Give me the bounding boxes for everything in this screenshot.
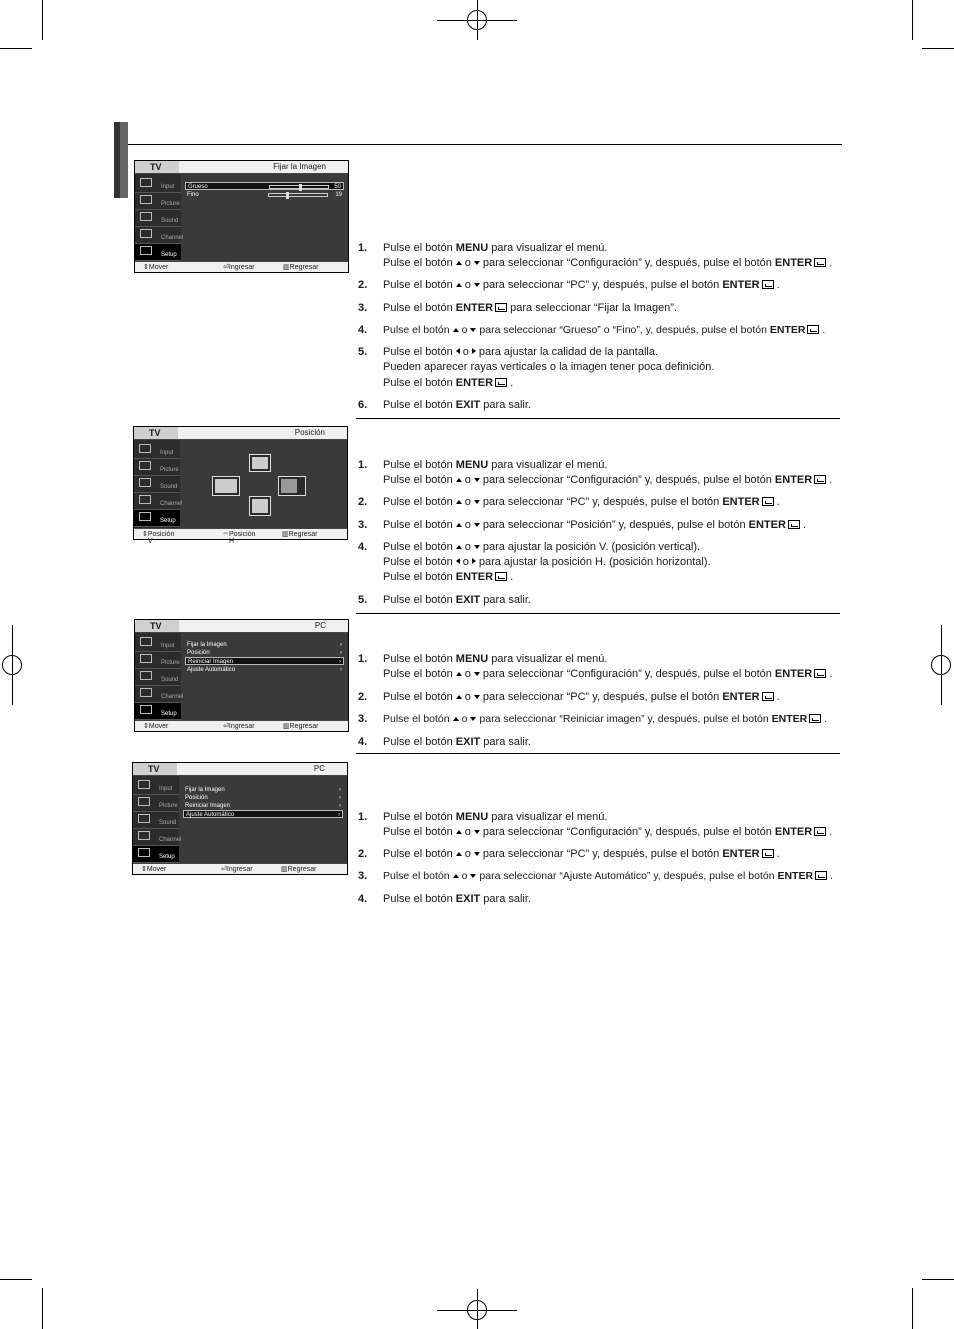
osd-menu	[134, 440, 183, 528]
antenna-icon	[140, 688, 152, 697]
osd-menu-picture	[134, 459, 180, 476]
osd-menu-channel	[133, 829, 182, 846]
picture-icon	[140, 654, 152, 663]
speaker-icon	[140, 212, 152, 221]
right-arrow-icon	[472, 558, 476, 564]
left-arrow-icon	[456, 558, 460, 564]
osd-menu	[135, 174, 184, 261]
osd-menu-sound	[135, 210, 181, 227]
osd-row: Posición ›	[185, 795, 341, 801]
osd-menu-label: Setup	[161, 252, 177, 258]
osd-menu-label: Channel	[159, 837, 182, 843]
enter-icon	[815, 871, 827, 880]
enter-icon	[495, 303, 507, 312]
speaker-icon	[138, 814, 150, 823]
osd-foot-move: ⇕ Mover	[141, 866, 167, 873]
antenna-icon	[139, 495, 151, 504]
osd-menu-label: Picture	[160, 467, 179, 473]
up-arrow-icon	[456, 478, 462, 482]
osd-body	[133, 776, 347, 863]
enter-icon	[788, 520, 800, 529]
down-arrow-icon	[470, 328, 476, 332]
osd-menu-label: Channel	[161, 235, 184, 241]
position-preview-bottom	[249, 496, 271, 516]
osd-row-selected: Ajuste Automático ›	[183, 810, 343, 818]
speaker-icon	[140, 671, 152, 680]
antenna-icon	[140, 229, 152, 238]
up-arrow-icon	[456, 830, 462, 834]
up-arrow-icon	[453, 874, 459, 878]
osd-menu-label: Picture	[161, 660, 180, 666]
setup-icon	[138, 848, 150, 857]
slider-track	[269, 185, 329, 189]
enter-icon	[762, 497, 774, 506]
registration-line	[477, 0, 478, 40]
enter-icon	[807, 325, 819, 334]
osd-foot-move: ⇕ Posición V	[142, 531, 175, 545]
osd-menu-label: Input	[159, 786, 173, 792]
osd-content	[183, 780, 343, 863]
section-divider	[356, 753, 840, 754]
crop-mark	[922, 48, 954, 49]
osd-tv-label: TV	[133, 763, 177, 775]
osd-title: PC	[314, 621, 326, 630]
osd-menu-label: Channel	[160, 501, 183, 507]
osd-foot-return: ▥ Regresar	[283, 723, 319, 730]
down-arrow-icon	[474, 500, 480, 504]
osd-menu-input	[135, 176, 181, 193]
slider-track	[268, 193, 328, 197]
osd-menu-label: Sound	[161, 218, 179, 224]
osd-menu-label: Input	[161, 643, 175, 649]
up-arrow-icon	[456, 283, 462, 287]
crop-mark	[912, 1288, 913, 1329]
enter-icon	[762, 280, 774, 289]
osd-fijar-imagen	[134, 160, 349, 273]
osd-menu-sound	[133, 812, 179, 829]
osd-content	[185, 637, 344, 720]
osd-menu-label: Sound	[159, 820, 177, 826]
position-preview-top	[249, 454, 271, 472]
up-arrow-icon	[456, 523, 462, 527]
osd-row-fino	[185, 191, 344, 199]
osd-menu-picture	[135, 652, 181, 669]
up-arrow-icon	[456, 852, 462, 856]
osd-menu-label: Setup	[161, 711, 177, 717]
enter-icon	[814, 827, 826, 836]
osd-tv-label: TV	[135, 620, 179, 632]
osd-posicion	[133, 426, 348, 545]
osd-foot-move: ⇕ Mover	[143, 723, 169, 730]
osd-menu-label: Picture	[159, 803, 178, 809]
input-icon	[140, 637, 152, 646]
up-arrow-icon	[456, 695, 462, 699]
enter-icon	[814, 475, 826, 484]
osd-menu-label: Channel	[161, 694, 184, 700]
osd-menu-setup	[134, 510, 180, 527]
down-arrow-icon	[474, 672, 480, 676]
osd-menu-setup	[135, 244, 181, 261]
osd-menu-channel	[135, 686, 184, 703]
setup-icon	[139, 512, 151, 521]
osd-title: Posición	[294, 428, 325, 437]
osd-title-bar	[133, 763, 347, 776]
osd-content	[185, 178, 344, 261]
osd-foot-return: ▥ Regresar	[282, 531, 318, 538]
up-arrow-icon	[456, 261, 462, 265]
left-arrow-icon	[456, 348, 460, 354]
input-icon	[139, 444, 151, 453]
osd-menu-sound	[135, 669, 181, 686]
enter-icon	[762, 849, 774, 858]
osd-menu-label: Input	[160, 450, 174, 456]
up-arrow-icon	[456, 672, 462, 676]
osd-row: Reiniciar Imagen ›	[185, 803, 341, 809]
header-rule	[128, 144, 842, 145]
crop-mark	[0, 48, 32, 49]
osd-footer	[135, 720, 348, 731]
osd-foot-enter: ⏎ Ingresar	[223, 264, 255, 271]
osd-menu-setup	[135, 703, 181, 720]
down-arrow-icon	[474, 695, 480, 699]
osd-row-selected: Reiniciar Imagen ›	[185, 657, 344, 665]
osd-menu-label: Setup	[160, 518, 176, 524]
crop-mark	[922, 1279, 954, 1280]
osd-row: Fijar la Imagen ›	[185, 787, 341, 793]
crop-mark	[42, 1288, 43, 1329]
osd-title: Fijar la Imagen	[273, 162, 326, 171]
down-arrow-icon	[474, 283, 480, 287]
enter-icon	[762, 692, 774, 701]
osd-pc-reiniciar	[134, 619, 349, 732]
down-arrow-icon	[474, 545, 480, 549]
crop-mark	[0, 1279, 32, 1280]
osd-menu-channel	[134, 493, 183, 510]
up-arrow-icon	[456, 500, 462, 504]
section-divider	[356, 613, 840, 614]
down-arrow-icon	[474, 523, 480, 527]
crop-mark	[42, 0, 43, 40]
osd-menu-input	[133, 778, 179, 795]
position-preview-right	[278, 476, 306, 496]
osd-title-bar	[135, 620, 348, 633]
input-icon	[138, 780, 150, 789]
osd-foot-enter: ⇔ Posición H	[222, 530, 256, 545]
setup-icon	[140, 705, 152, 714]
slider-knob	[299, 184, 302, 191]
osd-menu	[135, 633, 184, 720]
input-icon	[140, 178, 152, 187]
enter-icon	[495, 572, 507, 581]
up-arrow-icon	[456, 545, 462, 549]
osd-body	[135, 633, 348, 720]
crop-mark	[912, 0, 913, 40]
picture-icon	[140, 195, 152, 204]
up-arrow-icon	[453, 328, 459, 332]
picture-icon	[139, 461, 151, 470]
down-arrow-icon	[470, 874, 476, 878]
registration-line	[477, 1289, 478, 1329]
osd-menu-label: Input	[161, 184, 175, 190]
osd-menu-label: Setup	[159, 854, 175, 860]
osd-menu-input	[135, 635, 181, 652]
osd-menu-label: Sound	[160, 484, 178, 490]
osd-row-label: Grueso	[188, 184, 208, 190]
enter-icon	[495, 378, 507, 387]
osd-row-label: Fino	[187, 192, 199, 198]
osd-title: PC	[313, 764, 325, 773]
osd-menu	[133, 776, 182, 863]
osd-menu-input	[134, 442, 180, 459]
antenna-icon	[138, 831, 150, 840]
down-arrow-icon	[474, 478, 480, 482]
osd-row: Fijar la Imagen ›	[187, 642, 342, 648]
osd-title-bar	[135, 161, 348, 174]
enter-icon	[809, 714, 821, 723]
osd-foot-return: ▥ Regresar	[281, 866, 317, 873]
down-arrow-icon	[474, 852, 480, 856]
picture-icon	[138, 797, 150, 806]
down-arrow-icon	[474, 830, 480, 834]
osd-row-value: 50	[334, 184, 341, 190]
osd-menu-sound	[134, 476, 180, 493]
osd-menu-picture	[133, 795, 179, 812]
enter-icon	[814, 669, 826, 678]
osd-foot-enter: ⏎ Ingresar	[223, 723, 255, 730]
up-arrow-icon	[453, 717, 459, 721]
section-tab-dark	[114, 122, 120, 198]
osd-menu-setup	[133, 846, 179, 863]
setup-icon	[140, 246, 152, 255]
osd-row: Ajuste Automático ›	[187, 667, 342, 673]
osd-menu-picture	[135, 193, 181, 210]
osd-footer	[133, 863, 347, 874]
osd-row: Posición ›	[187, 650, 342, 656]
osd-row-value: 19	[335, 192, 342, 198]
osd-tv-label: TV	[135, 161, 179, 173]
osd-foot-return: ▥ Regresar	[283, 264, 319, 271]
position-preview-left	[212, 476, 240, 496]
osd-body	[134, 440, 347, 528]
osd-menu-label: Picture	[161, 201, 180, 207]
osd-foot-move: ⇕ Mover	[143, 264, 169, 271]
enter-icon	[814, 258, 826, 267]
osd-tv-label: TV	[134, 427, 178, 439]
registration-line	[12, 625, 13, 705]
down-arrow-icon	[474, 261, 480, 265]
osd-menu-channel	[135, 227, 184, 244]
registration-line	[941, 625, 942, 705]
slider-knob	[286, 192, 289, 199]
osd-footer	[134, 528, 347, 545]
osd-title-bar	[134, 427, 347, 440]
osd-foot-enter: ⏎ Ingresar	[221, 866, 253, 873]
osd-menu-label: Sound	[161, 677, 179, 683]
osd-row-grueso	[185, 182, 344, 190]
osd-body	[135, 174, 348, 261]
section-divider	[356, 418, 840, 419]
right-arrow-icon	[472, 348, 476, 354]
osd-footer	[135, 261, 348, 272]
osd-pc-ajuste-automatico	[132, 762, 348, 875]
speaker-icon	[139, 478, 151, 487]
down-arrow-icon	[470, 717, 476, 721]
